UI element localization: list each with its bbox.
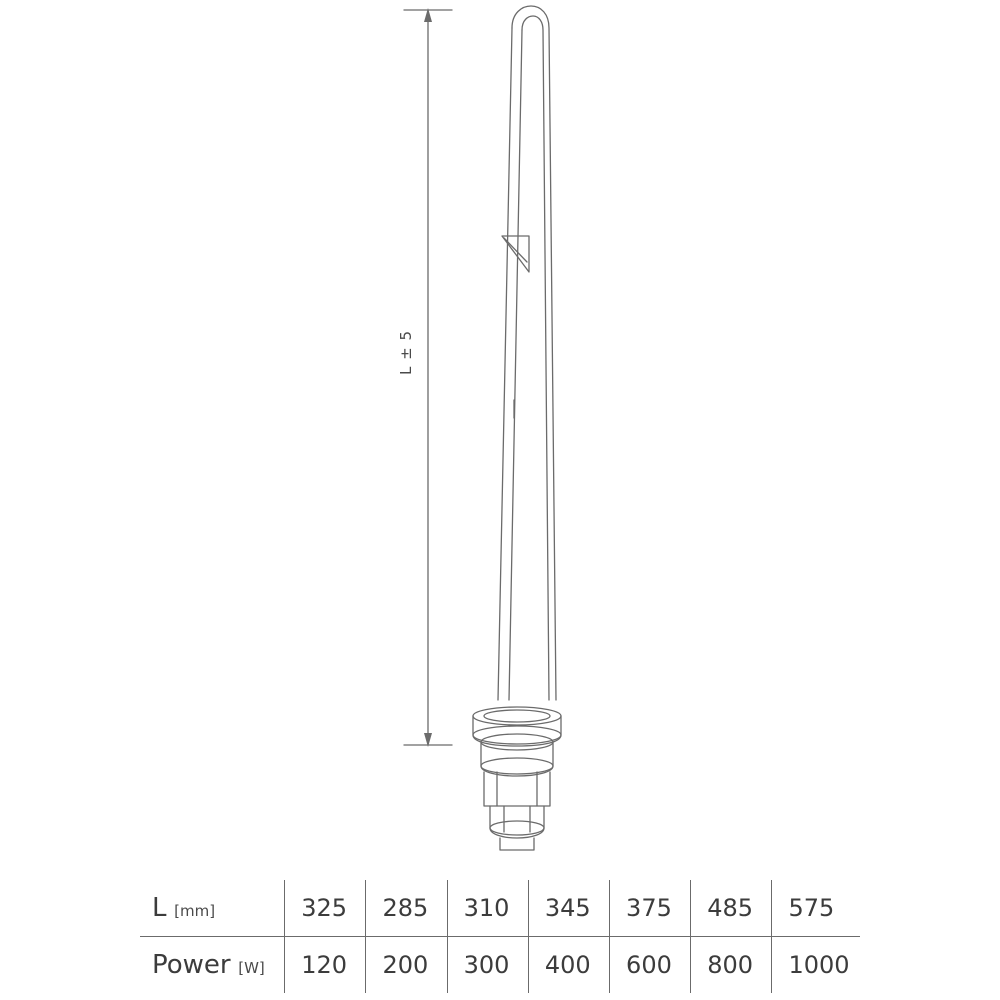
length-value-3: 310 bbox=[447, 880, 528, 937]
table-row bbox=[140, 880, 860, 937]
heater-tube bbox=[498, 6, 556, 700]
length-value-6: 485 bbox=[691, 880, 772, 937]
length-value-4: 345 bbox=[528, 880, 609, 937]
specification-table bbox=[140, 880, 860, 993]
power-value-7: 1000 bbox=[772, 937, 860, 994]
row-label-power bbox=[140, 937, 285, 994]
length-value-1: 325 bbox=[285, 880, 366, 937]
length-value-2: 285 bbox=[366, 880, 447, 937]
dimension-line bbox=[404, 8, 452, 747]
flange-assembly bbox=[473, 707, 561, 850]
power-value-3: 300 bbox=[447, 937, 528, 994]
row-label-length bbox=[140, 880, 285, 937]
power-value-2: 200 bbox=[366, 937, 447, 994]
length-value-5: 375 bbox=[610, 880, 691, 937]
power-value-6: 800 bbox=[691, 937, 772, 994]
power-value-1: 120 bbox=[285, 937, 366, 994]
power-value-5: 600 bbox=[610, 937, 691, 994]
power-symbol: Power bbox=[152, 950, 231, 980]
tube-bevel-detail bbox=[502, 236, 529, 272]
table-row bbox=[140, 937, 860, 994]
power-unit: [W] bbox=[238, 959, 265, 977]
power-value-4: 400 bbox=[528, 937, 609, 994]
length-symbol: L bbox=[152, 893, 167, 923]
length-value-7: 575 bbox=[772, 880, 860, 937]
length-unit: [mm] bbox=[174, 902, 216, 920]
dimension-label: L ± 5 bbox=[397, 329, 415, 375]
